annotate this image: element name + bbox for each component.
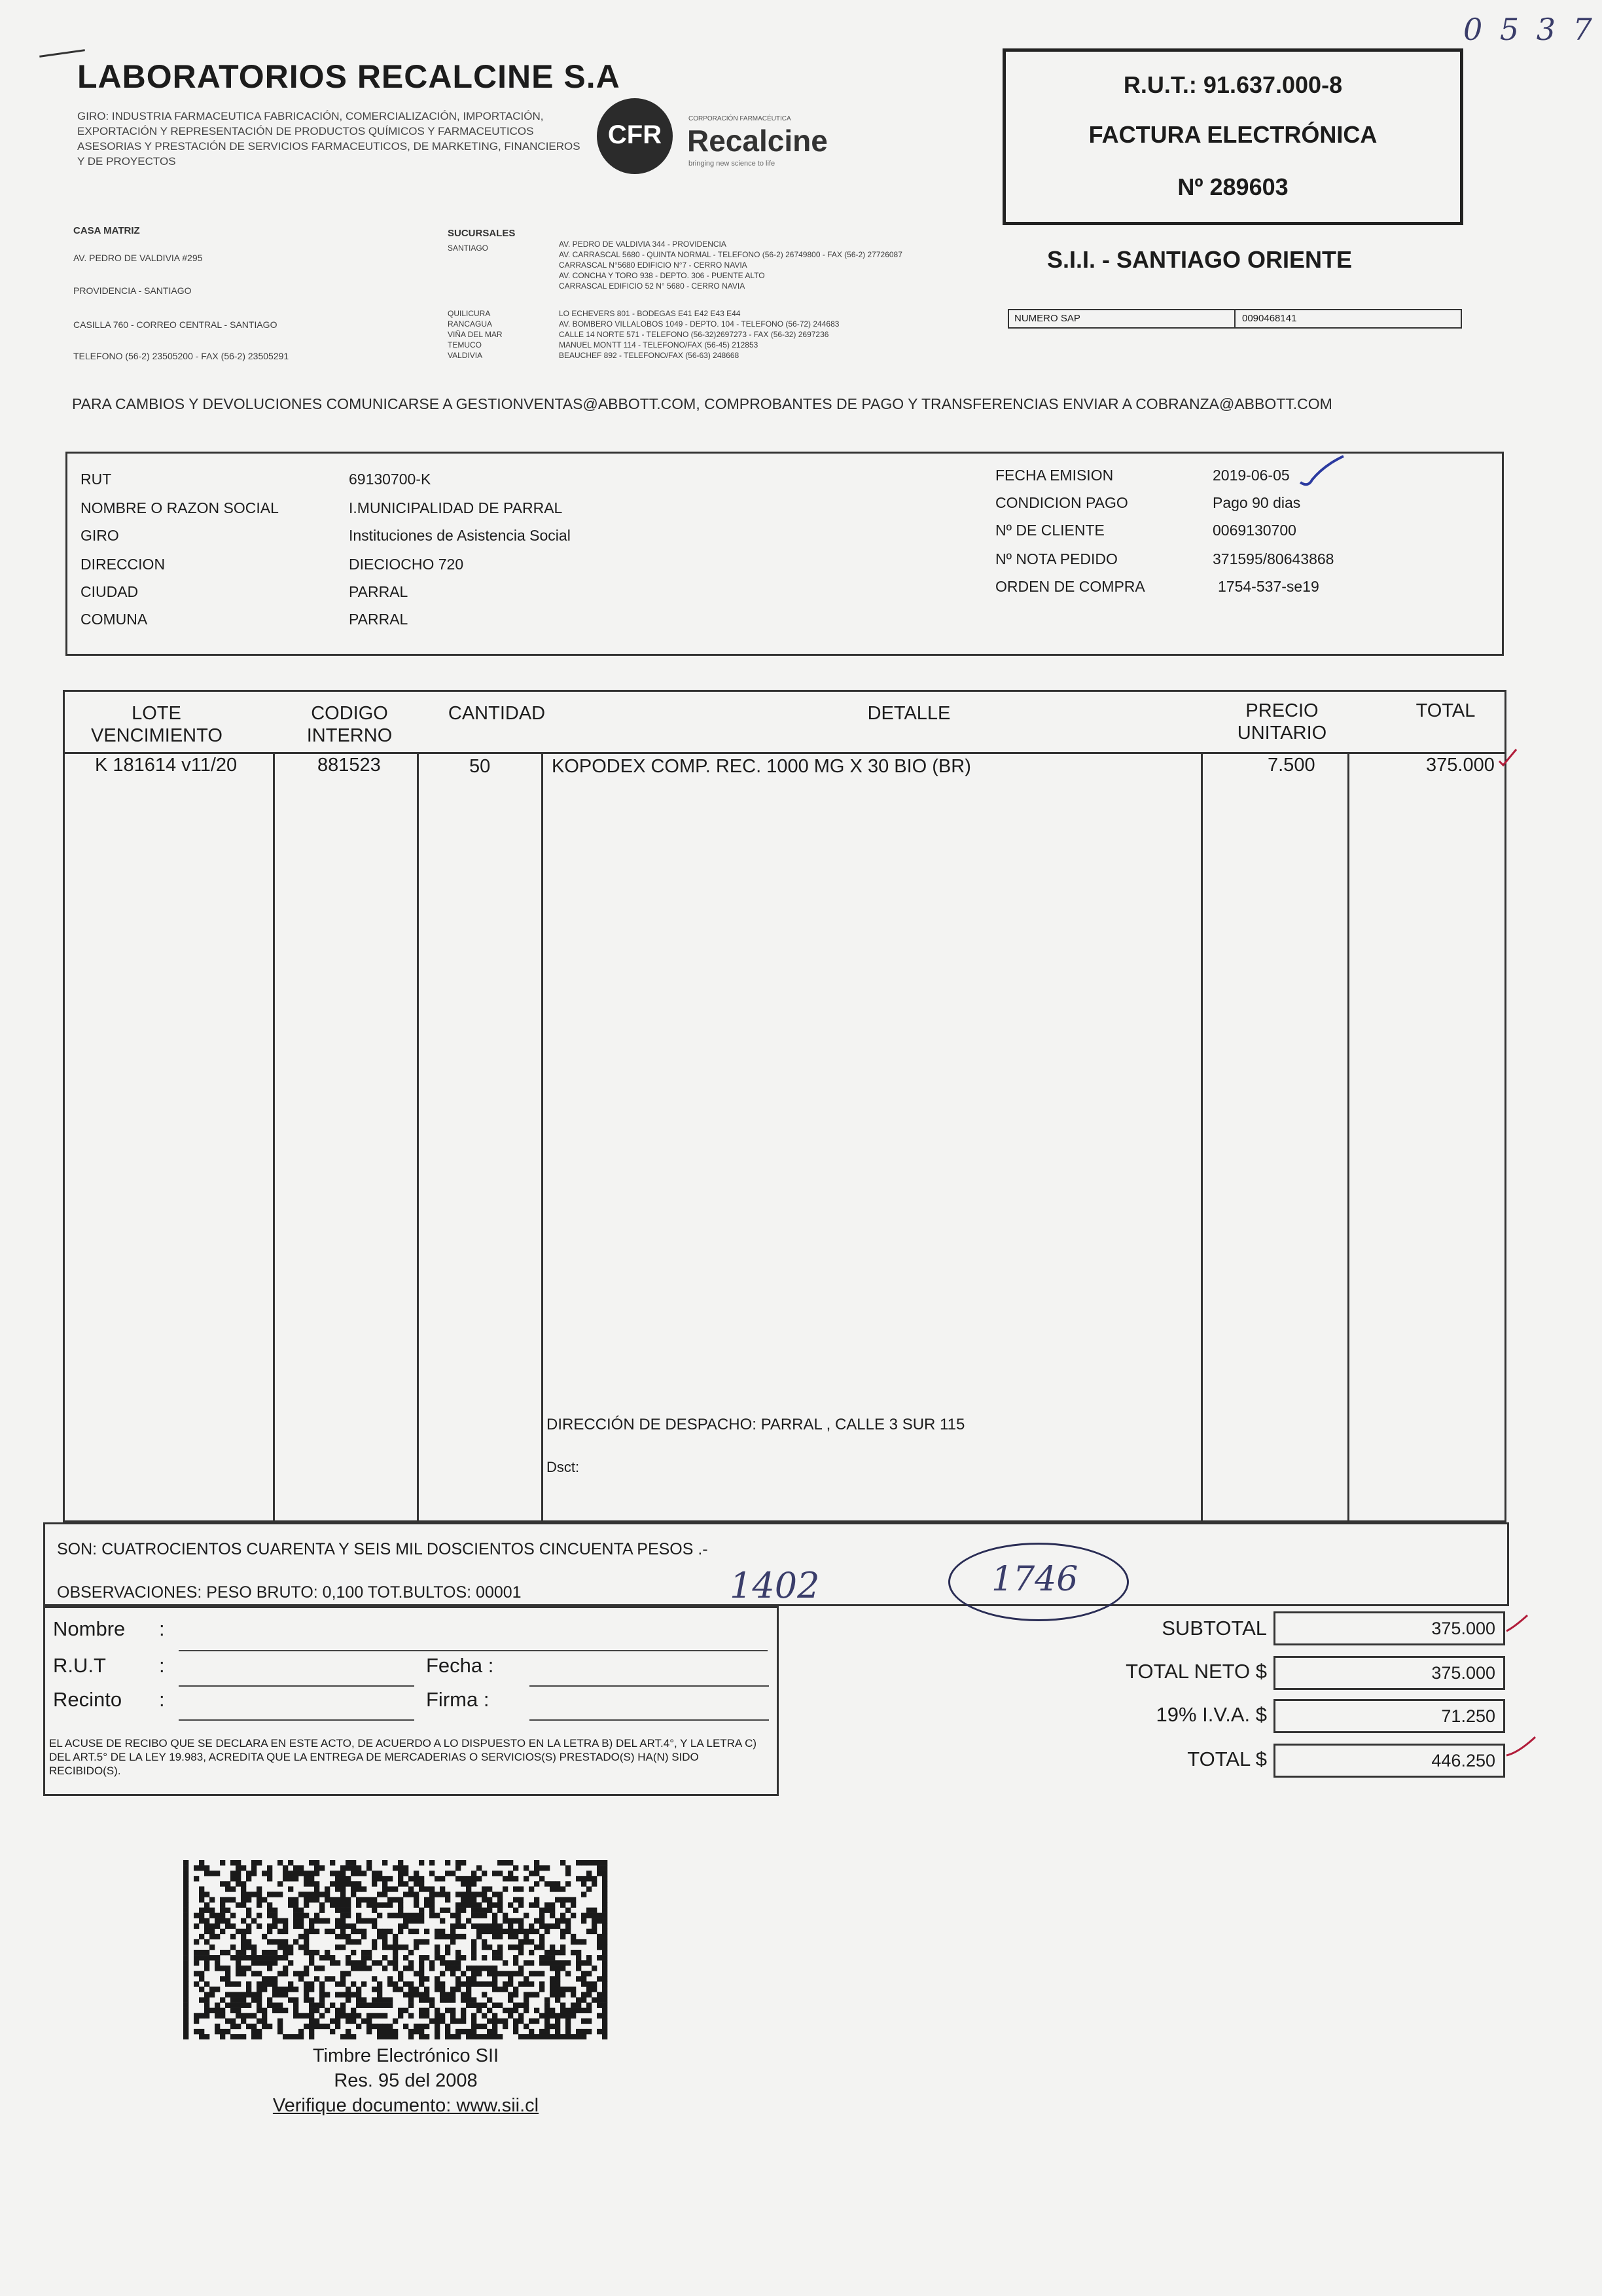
sap-label: NUMERO SAP xyxy=(1014,313,1080,324)
column-divider xyxy=(417,752,419,1520)
document-number: Nº 289603 xyxy=(1177,173,1289,200)
sap-number-box xyxy=(1008,309,1462,329)
stamp-resolution: Res. 95 del 2008 xyxy=(334,2070,478,2091)
colon: : xyxy=(159,1654,165,1677)
sucursal-line: CARRASCAL EDIFICIO 52 N° 5680 - CERRO NAVIA xyxy=(559,281,745,291)
checkmark-icon xyxy=(1505,1614,1529,1634)
recinto-field[interactable] xyxy=(179,1719,414,1721)
client-field-value: 69130700-K xyxy=(349,471,431,488)
column-divider xyxy=(541,752,543,1520)
items-table xyxy=(63,690,1506,1522)
handwritten-number: 1402 xyxy=(730,1565,820,1606)
sucursal-line: AV. PEDRO DE VALDIVIA 344 - PROVIDENCIA xyxy=(559,240,726,249)
invoice-field-value: 1754-537-se19 xyxy=(1218,578,1319,595)
stamp-verify-link[interactable]: Verifique documento: www.sii.cl xyxy=(272,2095,539,2116)
discount-label: Dsct: xyxy=(546,1459,580,1475)
sucursales-label: SUCURSALES xyxy=(448,228,516,239)
client-field-label: CIUDAD xyxy=(80,583,139,600)
invoice-field-label: Nº DE CLIENTE xyxy=(995,522,1105,539)
column-header-lote: LOTE VENCIMIENTO xyxy=(91,703,222,746)
nombre-label: Nombre xyxy=(53,1617,126,1640)
client-field-label: COMUNA xyxy=(80,611,148,628)
stamp-title: Timbre Electrónico SII xyxy=(312,2045,499,2066)
recinto-label: Recinto xyxy=(53,1688,122,1711)
sucursal-line: LO ECHEVERS 801 - BODEGAS E41 E42 E43 E44 xyxy=(559,309,741,318)
logo-small-text: CORPORACIÓN FARMACÉUTICA xyxy=(688,115,791,122)
invoice-field-value: 2019-06-05 xyxy=(1213,467,1290,484)
sucursal-city: TEMUCO xyxy=(448,340,482,350)
column-divider xyxy=(1201,752,1203,1520)
item-codigo: 881523 xyxy=(317,755,381,776)
company-name: LABORATORIOS RECALCINE S.A xyxy=(77,58,620,95)
rut-label: R.U.T xyxy=(53,1654,106,1677)
amount-in-words-box xyxy=(43,1522,1509,1606)
logo-name: Recalcine xyxy=(687,124,828,158)
client-field-value: PARRAL xyxy=(349,611,408,628)
nombre-field[interactable] xyxy=(179,1650,768,1651)
invoice-field-label: ORDEN DE COMPRA xyxy=(995,578,1145,595)
casa-matriz-line: CASILLA 760 - CORREO CENTRAL - SANTIAGO xyxy=(73,319,277,330)
invoice-field-value: 0069130700 xyxy=(1213,522,1296,539)
subtotal-label: SUBTOTAL xyxy=(1162,1617,1267,1640)
receipt-signature-box xyxy=(43,1606,779,1796)
sucursal-line: CALLE 14 NORTE 571 - TELEFONO (56-32)2697273 - FAX (56-32) 2697236 xyxy=(559,330,829,339)
column-header-precio: PRECIO UNITARIO xyxy=(1237,700,1327,744)
sucursal-city: RANCAGUA xyxy=(448,319,493,329)
total-label: TOTAL $ xyxy=(1187,1748,1267,1770)
sucursal-line: MANUEL MONTT 114 - TELEFONO/FAX (56-45) 212853 xyxy=(559,340,758,350)
firma-label: Firma : xyxy=(426,1688,490,1711)
sucursal-line: AV. CARRASCAL 5680 - QUINTA NORMAL - TELEFONO (56-2) 26749800 - FAX (56-2) 27726087 xyxy=(559,250,902,259)
client-field-value: I.MUNICIPALIDAD DE PARRAL xyxy=(349,499,563,516)
iva-value: 71.250 xyxy=(1273,1699,1505,1733)
column-header-cantidad: CANTIDAD xyxy=(448,703,546,724)
company-name-underline xyxy=(39,49,85,58)
client-field-value: DIECIOCHO 720 xyxy=(349,556,464,573)
checkmark-icon xyxy=(1505,1736,1538,1759)
item-total: 375.000 xyxy=(1426,755,1495,776)
iva-label: 19% I.V.A. $ xyxy=(1156,1703,1267,1726)
header-bottom-rule xyxy=(65,752,1504,754)
item-lote: K 181614 v11/20 xyxy=(95,755,238,776)
firma-field[interactable] xyxy=(529,1719,769,1721)
amount-in-words: SON: CUATROCIENTOS CUARENTA Y SEIS MIL DOSCIENTOS CINCUENTA PESOS .- xyxy=(57,1540,708,1558)
logo-tagline: bringing new science to life xyxy=(688,160,775,168)
contact-notice: PARA CAMBIOS Y DEVOLUCIONES COMUNICARSE A GESTIONVENTAS@ABBOTT.COM, COMPROBANTES DE PAGO Y TRANSFERENCIAS ENVIAR A COBRANZA@ABBOTT.COM xyxy=(72,395,1332,412)
sucursal-line: AV. CONCHA Y TORO 938 - DEPTO. 306 - PUENTE ALTO xyxy=(559,271,765,280)
handwritten-corner-number: 0 5 3 7 xyxy=(1463,12,1596,47)
client-field-value: PARRAL xyxy=(349,583,408,600)
colon: : xyxy=(159,1617,165,1640)
casa-matriz-line: TELEFONO (56-2) 23505200 - FAX (56-2) 23505291 xyxy=(73,351,289,361)
company-giro: GIRO: INDUSTRIA FARMACEUTICA FABRICACIÓN, COMERCIALIZACIÓN, IMPORTACIÓN, EXPORTACIÓN Y REPRESENTACIÓN DE PRODUCTOS QUÍMICOS Y FARMACEUTICOS ASESORIAS Y PRESTACIÓN DE SERVICIOS FARMACEUTICOS, DE MARKETING, FINANCIEROS Y DE PROYECTOS xyxy=(77,110,580,168)
casa-matriz-line: AV. PEDRO DE VALDIVIA #295 xyxy=(73,253,203,263)
casa-matriz-line: PROVIDENCIA - SANTIAGO xyxy=(73,285,192,296)
invoice-field-value: 371595/80643868 xyxy=(1213,550,1334,567)
sucursal-city: VIÑA DEL MAR xyxy=(448,330,503,339)
sucursal-city: SANTIAGO xyxy=(448,243,489,253)
column-header-total: TOTAL xyxy=(1415,700,1476,721)
document-id-box xyxy=(1003,48,1463,225)
fecha-label: Fecha : xyxy=(426,1654,494,1677)
item-precio: 7.500 xyxy=(1268,755,1315,776)
sucursal-line: CARRASCAL N°5680 EDIFICIO N°7 - CERRO NAVIA xyxy=(559,260,747,270)
subtotal-value: 375.000 xyxy=(1273,1611,1505,1645)
item-cantidad: 50 xyxy=(469,756,491,777)
invoice-field-value: Pago 90 dias xyxy=(1213,494,1301,511)
client-field-value: Instituciones de Asistencia Social xyxy=(349,527,571,544)
total-neto-label: TOTAL NETO $ xyxy=(1126,1660,1267,1683)
invoice-field-label: CONDICION PAGO xyxy=(995,494,1128,511)
casa-matriz-label: CASA MATRIZ xyxy=(73,225,140,236)
delivery-address: DIRECCIÓN DE DESPACHO: PARRAL , CALLE 3 SUR 115 xyxy=(546,1416,965,1433)
sii-office: S.I.I. - SANTIAGO ORIENTE xyxy=(1047,246,1353,273)
colon: : xyxy=(159,1688,165,1711)
fecha-field[interactable] xyxy=(529,1685,769,1687)
checkmark-icon xyxy=(1298,454,1350,493)
column-header-codigo: CODIGO INTERNO xyxy=(306,703,393,746)
sap-value: 0090468141 xyxy=(1242,313,1297,324)
observations: OBSERVACIONES: PESO BRUTO: 0,100 TOT.BULTOS: 00001 xyxy=(57,1583,522,1602)
document-type: FACTURA ELECTRÓNICA xyxy=(1088,121,1378,148)
timbre-electronico-barcode xyxy=(183,1860,613,2039)
invoice-field-label: Nº NOTA PEDIDO xyxy=(995,550,1118,567)
sucursal-line: AV. BOMBERO VILLALOBOS 1049 - DEPTO. 104 - TELEFONO (56-72) 244683 xyxy=(559,319,840,329)
client-info-box xyxy=(65,452,1504,656)
issuer-rut: R.U.T.: 91.637.000-8 xyxy=(1123,71,1343,98)
checkmark-icon xyxy=(1498,747,1518,766)
item-detalle: KOPODEX COMP. REC. 1000 MG X 30 BIO (BR) xyxy=(552,756,971,777)
column-header-detalle: DETALLE xyxy=(867,703,951,724)
sucursal-city: QUILICURA xyxy=(448,309,491,318)
handwritten-circled-number: 1746 xyxy=(991,1560,1078,1599)
rut-field[interactable] xyxy=(179,1685,414,1687)
sucursal-line: BEAUCHEF 892 - TELEFONO/FAX (56-63) 248668 xyxy=(559,351,739,360)
total-neto-value: 375.000 xyxy=(1273,1656,1505,1690)
invoice-field-label: FECHA EMISION xyxy=(995,467,1114,484)
company-logo xyxy=(597,98,839,177)
client-field-label: RUT xyxy=(80,471,112,488)
column-divider xyxy=(273,752,275,1520)
client-field-label: GIRO xyxy=(80,527,119,544)
sucursal-city: VALDIVIA xyxy=(448,351,483,360)
column-divider xyxy=(1347,752,1349,1520)
client-field-label: DIRECCION xyxy=(80,556,166,573)
total-value: 446.250 xyxy=(1273,1744,1505,1778)
acuse-recibo-text: EL ACUSE DE RECIBO QUE SE DECLARA EN ESTE ACTO, DE ACUERDO A LO DISPUESTO EN LA LETRA B) DEL ART.4°, Y LA LETRA C) DEL ART.5° DE LA LEY 19.983, ACREDITA QUE LA ENTREGA DE MERCADERIAS O SERVICIOS(S) PRESTADO(S) HA(N) SIDO RECIBIDO(S). xyxy=(49,1737,757,1777)
logo-mark: CFR xyxy=(607,120,662,149)
client-field-label: NOMBRE O RAZON SOCIAL xyxy=(80,499,279,516)
sap-divider xyxy=(1234,310,1236,327)
